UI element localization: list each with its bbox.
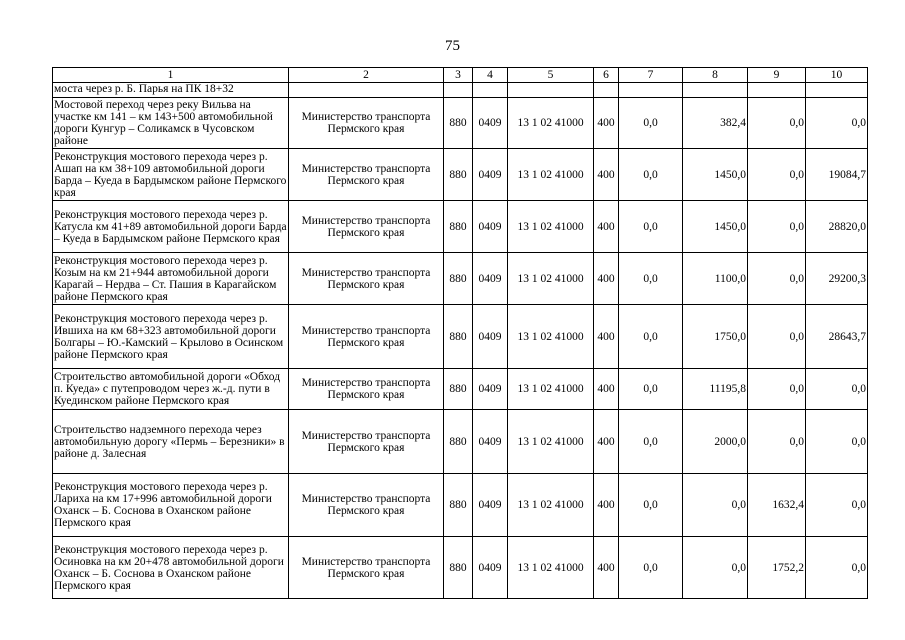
code-4: 0409 <box>473 369 508 410</box>
code-4: 0409 <box>473 474 508 537</box>
code-3: 880 <box>444 253 473 305</box>
value-9: 1752,2 <box>748 537 806 599</box>
code-4: 0409 <box>473 305 508 369</box>
value-8: 1100,0 <box>683 253 748 305</box>
value-7: 0,0 <box>619 305 683 369</box>
column-header: 2 <box>289 68 444 83</box>
value-9: 0,0 <box>748 410 806 474</box>
ministry-name: Министерство транспорта Пермского края <box>289 369 444 410</box>
code-4: 0409 <box>473 410 508 474</box>
code-5: 13 1 02 41000 <box>508 474 594 537</box>
code-6: 400 <box>594 201 619 253</box>
value-8: 1450,0 <box>683 201 748 253</box>
value-9: 0,0 <box>748 201 806 253</box>
continuation-text: моста через р. Б. Парья на ПК 18+32 <box>53 83 289 98</box>
table-cell <box>683 83 748 98</box>
column-header: 10 <box>806 68 868 83</box>
item-name: Реконструкция мостового перехода через р. Козым на км 21+944 автомобильной дороги Карагай – Нердва – Ст. Пашия в Карагайском районе Пермского края <box>53 253 289 305</box>
item-name: Реконструкция мостового перехода через р. Катусла км 41+89 автомобильной дороги Барда – Куеда в Бардымском районе Пермского края <box>53 201 289 253</box>
code-6: 400 <box>594 474 619 537</box>
value-7: 0,0 <box>619 201 683 253</box>
column-header: 8 <box>683 68 748 83</box>
table-cell <box>619 83 683 98</box>
value-10: 0,0 <box>806 410 868 474</box>
code-6: 400 <box>594 369 619 410</box>
header-row <box>53 68 868 83</box>
code-5: 13 1 02 41000 <box>508 149 594 201</box>
ministry-name: Министерство транспорта Пермского края <box>289 201 444 253</box>
ministry-name: Министерство транспорта Пермского края <box>289 98 444 149</box>
code-3: 880 <box>444 305 473 369</box>
code-3: 880 <box>444 149 473 201</box>
value-10: 0,0 <box>806 537 868 599</box>
code-5: 13 1 02 41000 <box>508 410 594 474</box>
value-8: 0,0 <box>683 474 748 537</box>
table-row <box>53 253 868 305</box>
code-5: 13 1 02 41000 <box>508 201 594 253</box>
item-name: Реконструкция мостового перехода через р. Ившиха на км 68+323 автомобильной дороги Болгары – Ю.-Камский – Крылово в Осинском районе Пермского края <box>53 305 289 369</box>
table-row <box>53 369 868 410</box>
value-10: 0,0 <box>806 98 868 149</box>
value-9: 0,0 <box>748 369 806 410</box>
code-5: 13 1 02 41000 <box>508 98 594 149</box>
table-cell <box>473 83 508 98</box>
table-cell <box>748 83 806 98</box>
code-6: 400 <box>594 305 619 369</box>
table-row <box>53 201 868 253</box>
code-4: 0409 <box>473 201 508 253</box>
table-cell <box>806 83 868 98</box>
code-6: 400 <box>594 410 619 474</box>
code-3: 880 <box>444 201 473 253</box>
budget-table <box>52 67 868 599</box>
ministry-name: Министерство транспорта Пермского края <box>289 253 444 305</box>
code-5: 13 1 02 41000 <box>508 369 594 410</box>
code-6: 400 <box>594 253 619 305</box>
value-9: 0,0 <box>748 305 806 369</box>
code-3: 880 <box>444 410 473 474</box>
table-cell <box>508 83 594 98</box>
table-row <box>53 98 868 149</box>
item-name: Строительство надземного перехода через автомобильную дорогу «Пермь – Березники» в районе д. Залесная <box>53 410 289 474</box>
code-5: 13 1 02 41000 <box>508 537 594 599</box>
code-4: 0409 <box>473 253 508 305</box>
value-8: 0,0 <box>683 537 748 599</box>
value-8: 1750,0 <box>683 305 748 369</box>
item-name: Реконструкция мостового перехода через р. Лариха на км 17+996 автомобильной дороги Оханск – Б. Соснова в Оханском районе Пермского края <box>53 474 289 537</box>
code-6: 400 <box>594 149 619 201</box>
ministry-name: Министерство транспорта Пермского края <box>289 474 444 537</box>
table-cell <box>594 83 619 98</box>
code-6: 400 <box>594 98 619 149</box>
value-9: 0,0 <box>748 149 806 201</box>
value-10: 19084,7 <box>806 149 868 201</box>
column-header: 1 <box>53 68 289 83</box>
column-header: 9 <box>748 68 806 83</box>
value-7: 0,0 <box>619 369 683 410</box>
ministry-name: Министерство транспорта Пермского края <box>289 305 444 369</box>
table-cell <box>289 83 444 98</box>
table-row <box>53 149 868 201</box>
value-10: 29200,3 <box>806 253 868 305</box>
item-name: Реконструкция мостового перехода через р. Ашап на км 38+109 автомобильной дороги Барда – Куеда в Бардымском районе Пермского края <box>53 149 289 201</box>
table-row <box>53 410 868 474</box>
table-row <box>53 537 868 599</box>
page-number: 75 <box>445 38 460 54</box>
column-header: 7 <box>619 68 683 83</box>
code-3: 880 <box>444 537 473 599</box>
table-cell <box>444 83 473 98</box>
code-3: 880 <box>444 98 473 149</box>
value-7: 0,0 <box>619 253 683 305</box>
value-8: 382,4 <box>683 98 748 149</box>
column-header: 3 <box>444 68 473 83</box>
item-name: Реконструкция мостового перехода через р. Осиновка на км 20+478 автомобильной дороги Оханск – Б. Соснова в Оханском районе Пермского края <box>53 537 289 599</box>
ministry-name: Министерство транспорта Пермского края <box>289 410 444 474</box>
value-7: 0,0 <box>619 410 683 474</box>
value-8: 11195,8 <box>683 369 748 410</box>
value-7: 0,0 <box>619 98 683 149</box>
ministry-name: Министерство транспорта Пермского края <box>289 149 444 201</box>
code-5: 13 1 02 41000 <box>508 253 594 305</box>
code-6: 400 <box>594 537 619 599</box>
value-8: 1450,0 <box>683 149 748 201</box>
code-4: 0409 <box>473 98 508 149</box>
code-3: 880 <box>444 369 473 410</box>
value-8: 2000,0 <box>683 410 748 474</box>
value-9: 1632,4 <box>748 474 806 537</box>
item-name: Мостовой переход через реку Вильва на участке км 141 – км 143+500 автомобильной дороги Кунгур – Соликамск в Чусовском районе <box>53 98 289 149</box>
value-10: 28643,7 <box>806 305 868 369</box>
value-10: 0,0 <box>806 474 868 537</box>
value-7: 0,0 <box>619 537 683 599</box>
value-10: 0,0 <box>806 369 868 410</box>
item-name: Строительство автомобильной дороги «Обход п. Куеда» с путепроводом через ж.-д. пути в Куединском районе Пермского края <box>53 369 289 410</box>
value-9: 0,0 <box>748 98 806 149</box>
continuation-row <box>53 83 868 98</box>
code-5: 13 1 02 41000 <box>508 305 594 369</box>
ministry-name: Министерство транспорта Пермского края <box>289 537 444 599</box>
code-4: 0409 <box>473 537 508 599</box>
column-header: 6 <box>594 68 619 83</box>
value-7: 0,0 <box>619 474 683 537</box>
code-3: 880 <box>444 474 473 537</box>
value-9: 0,0 <box>748 253 806 305</box>
value-10: 28820,0 <box>806 201 868 253</box>
table-row <box>53 305 868 369</box>
table-row <box>53 474 868 537</box>
column-header: 4 <box>473 68 508 83</box>
code-4: 0409 <box>473 149 508 201</box>
value-7: 0,0 <box>619 149 683 201</box>
column-header: 5 <box>508 68 594 83</box>
